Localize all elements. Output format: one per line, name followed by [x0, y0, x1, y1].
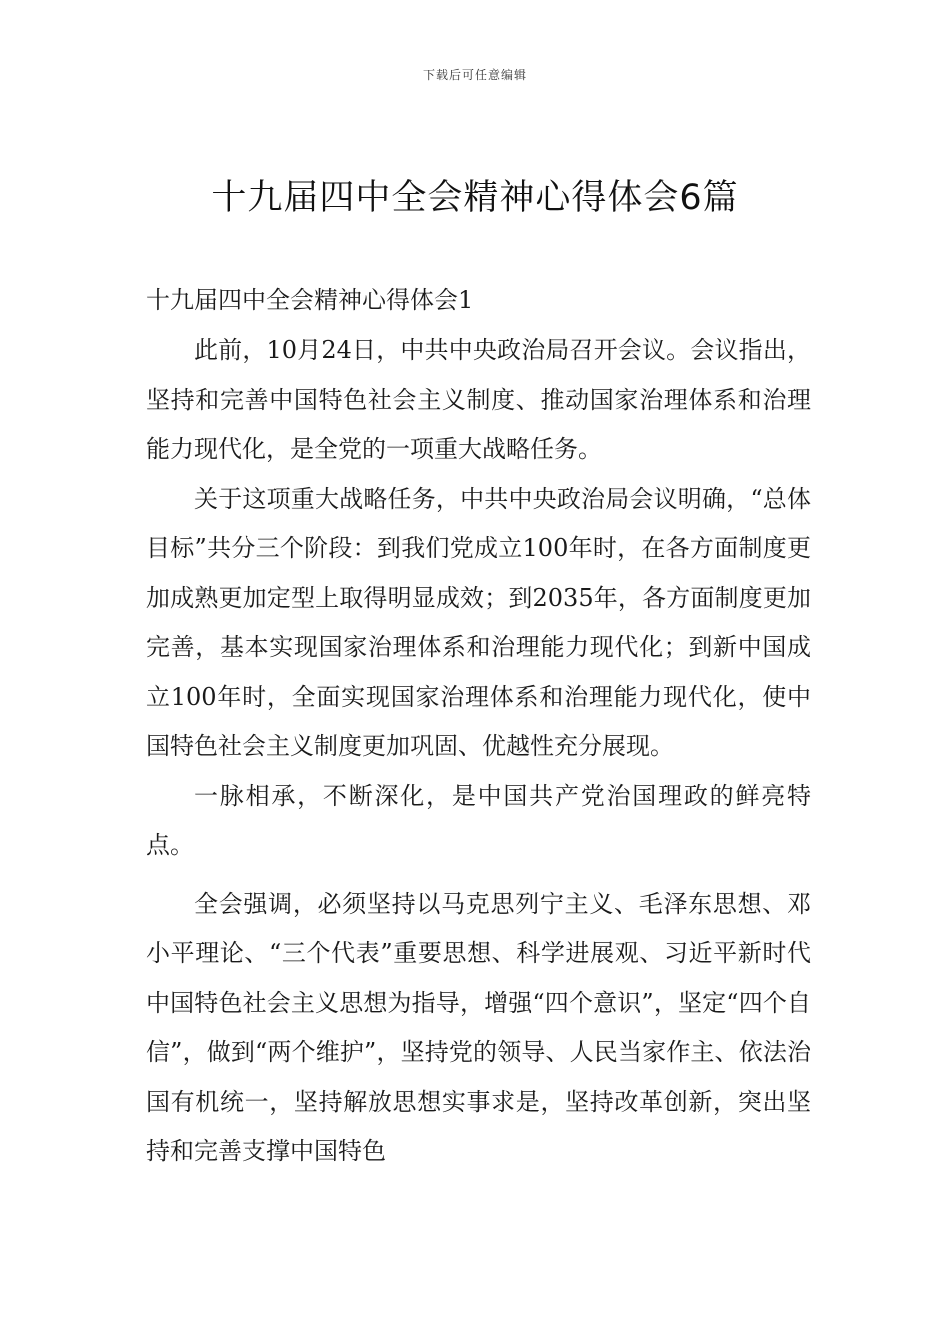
section-heading: 十九届四中全会精神心得体会1 — [146, 286, 474, 314]
header-note: 下载后可任意编辑 — [422, 68, 527, 82]
paragraph: 全会强调，必须坚持以马克思列宁主义、毛泽东思想、邓小平理论、“三个代表”重要思想、科学进展观、习近平新时代中国特色社会主义思想为指导，增强“四个意识”，坚定“四个自信”，做到“两个维护”，坚持党的领导、人民当家作主、依法治国有机统一，坚持解放思想实事求是，坚持改革创新，突出坚持和完善支撑中国特色 — [146, 889, 811, 1165]
paragraph: 一脉相承，不断深化，是中国共产党治国理政的鲜亮特点。 — [146, 781, 811, 859]
paragraph: 此前，10月24日，中共中央政治局召开会议。会议指出，坚持和完善中国特色社会主义制度、推动国家治理体系和治理能力现代化，是全党的一项重大战略任务。 — [146, 336, 811, 463]
document-body — [146, 274, 811, 1177]
paragraph: 关于这项重大战略任务，中共中央政治局会议明确，“总体目标”共分三个阶段：到我们党成立100年时，在各方面制度更加成熟更加定型上取得明显成效；到2035年，各方面制度更加完善，基本实现国家治理体系和治理能力现代化；到新中国成立100年时，全面实现国家治理体系和治理能力现代化，使中国特色社会主义制度更加巩固、优越性充分展现。 — [146, 484, 811, 760]
document-title: 十九届四中全会精神心得体会6篇 — [211, 178, 739, 218]
